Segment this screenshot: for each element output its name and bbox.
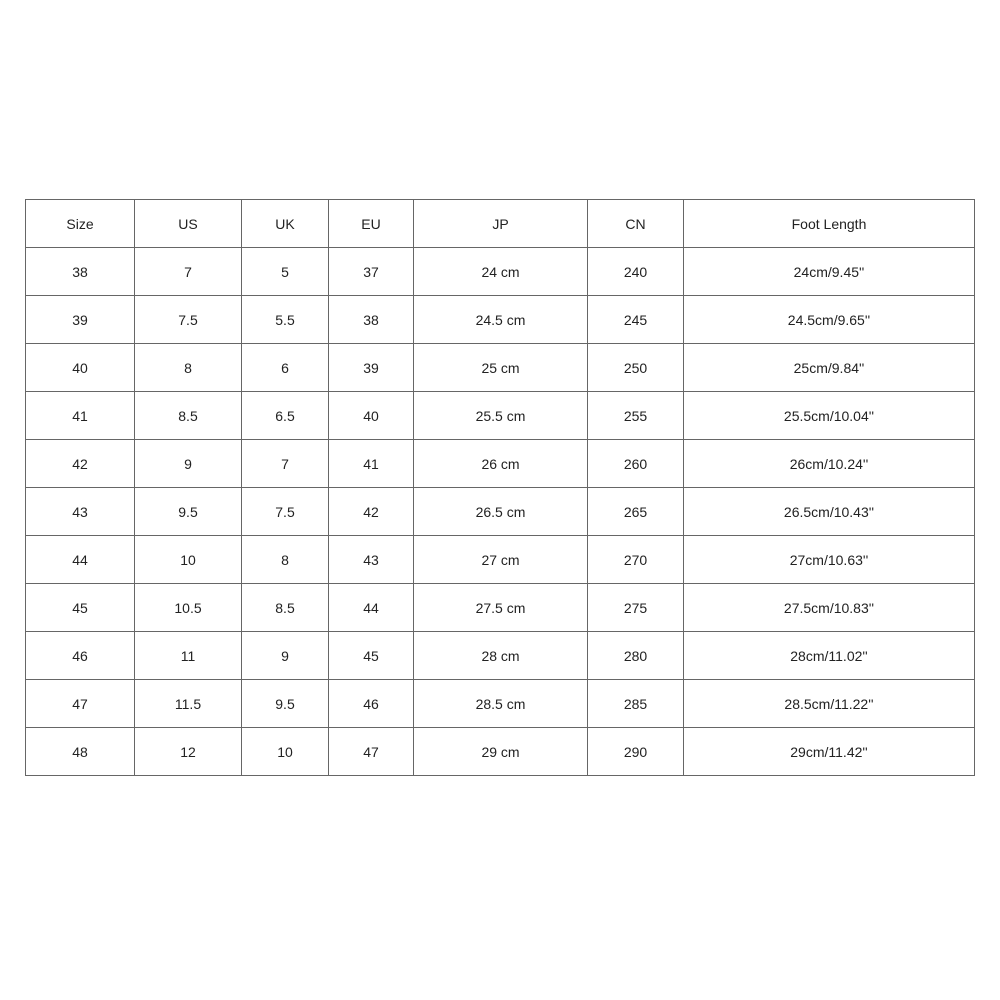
cell-cn: 240 <box>588 248 684 296</box>
cell-size: 46 <box>26 632 135 680</box>
cell-cn: 280 <box>588 632 684 680</box>
cell-foot-length: 25cm/9.84'' <box>684 344 975 392</box>
cell-eu: 38 <box>329 296 414 344</box>
cell-size: 41 <box>26 392 135 440</box>
cell-us: 10.5 <box>135 584 242 632</box>
cell-jp: 25.5 cm <box>414 392 588 440</box>
table-row <box>26 632 975 680</box>
cell-foot-length: 28cm/11.02'' <box>684 632 975 680</box>
cell-eu: 41 <box>329 440 414 488</box>
cell-foot-length: 24.5cm/9.65'' <box>684 296 975 344</box>
cell-jp: 24.5 cm <box>414 296 588 344</box>
cell-eu: 43 <box>329 536 414 584</box>
cell-size: 47 <box>26 680 135 728</box>
cell-uk: 8 <box>242 536 329 584</box>
cell-uk: 5.5 <box>242 296 329 344</box>
header-us: US <box>135 200 242 248</box>
cell-foot-length: 24cm/9.45'' <box>684 248 975 296</box>
cell-size: 38 <box>26 248 135 296</box>
header-uk: UK <box>242 200 329 248</box>
table-row <box>26 344 975 392</box>
cell-eu: 47 <box>329 728 414 776</box>
cell-uk: 9 <box>242 632 329 680</box>
table-row <box>26 680 975 728</box>
cell-eu: 45 <box>329 632 414 680</box>
table-body <box>26 248 975 776</box>
cell-eu: 40 <box>329 392 414 440</box>
cell-jp: 27 cm <box>414 536 588 584</box>
cell-us: 10 <box>135 536 242 584</box>
cell-uk: 6 <box>242 344 329 392</box>
table-row <box>26 440 975 488</box>
cell-foot-length: 27cm/10.63'' <box>684 536 975 584</box>
cell-jp: 24 cm <box>414 248 588 296</box>
cell-foot-length: 28.5cm/11.22'' <box>684 680 975 728</box>
cell-eu: 42 <box>329 488 414 536</box>
cell-jp: 29 cm <box>414 728 588 776</box>
header-row <box>26 200 975 248</box>
cell-cn: 285 <box>588 680 684 728</box>
cell-us: 8.5 <box>135 392 242 440</box>
cell-jp: 26 cm <box>414 440 588 488</box>
cell-size: 39 <box>26 296 135 344</box>
cell-foot-length: 29cm/11.42'' <box>684 728 975 776</box>
cell-cn: 270 <box>588 536 684 584</box>
cell-us: 11 <box>135 632 242 680</box>
cell-jp: 25 cm <box>414 344 588 392</box>
table-row <box>26 392 975 440</box>
cell-us: 11.5 <box>135 680 242 728</box>
cell-cn: 260 <box>588 440 684 488</box>
cell-jp: 26.5 cm <box>414 488 588 536</box>
cell-eu: 46 <box>329 680 414 728</box>
cell-uk: 9.5 <box>242 680 329 728</box>
cell-cn: 290 <box>588 728 684 776</box>
table-row <box>26 248 975 296</box>
cell-size: 43 <box>26 488 135 536</box>
cell-eu: 44 <box>329 584 414 632</box>
cell-size: 40 <box>26 344 135 392</box>
header-foot-length: Foot Length <box>684 200 975 248</box>
header-eu: EU <box>329 200 414 248</box>
cell-uk: 7 <box>242 440 329 488</box>
cell-jp: 28.5 cm <box>414 680 588 728</box>
cell-us: 7.5 <box>135 296 242 344</box>
cell-foot-length: 26.5cm/10.43'' <box>684 488 975 536</box>
cell-us: 7 <box>135 248 242 296</box>
cell-cn: 265 <box>588 488 684 536</box>
cell-us: 12 <box>135 728 242 776</box>
table-row <box>26 728 975 776</box>
cell-jp: 27.5 cm <box>414 584 588 632</box>
table-row <box>26 584 975 632</box>
header-jp: JP <box>414 200 588 248</box>
cell-size: 44 <box>26 536 135 584</box>
cell-size: 42 <box>26 440 135 488</box>
cell-eu: 37 <box>329 248 414 296</box>
cell-size: 48 <box>26 728 135 776</box>
cell-foot-length: 25.5cm/10.04'' <box>684 392 975 440</box>
cell-cn: 245 <box>588 296 684 344</box>
cell-foot-length: 26cm/10.24'' <box>684 440 975 488</box>
cell-uk: 10 <box>242 728 329 776</box>
table-row <box>26 296 975 344</box>
cell-us: 9 <box>135 440 242 488</box>
cell-us: 8 <box>135 344 242 392</box>
cell-uk: 6.5 <box>242 392 329 440</box>
table-row <box>26 488 975 536</box>
cell-eu: 39 <box>329 344 414 392</box>
cell-cn: 255 <box>588 392 684 440</box>
cell-cn: 250 <box>588 344 684 392</box>
cell-us: 9.5 <box>135 488 242 536</box>
cell-uk: 5 <box>242 248 329 296</box>
cell-jp: 28 cm <box>414 632 588 680</box>
cell-size: 45 <box>26 584 135 632</box>
table-row <box>26 536 975 584</box>
cell-foot-length: 27.5cm/10.83'' <box>684 584 975 632</box>
header-size: Size <box>26 200 135 248</box>
cell-uk: 8.5 <box>242 584 329 632</box>
header-cn: CN <box>588 200 684 248</box>
cell-uk: 7.5 <box>242 488 329 536</box>
size-chart-table <box>25 199 975 776</box>
cell-cn: 275 <box>588 584 684 632</box>
